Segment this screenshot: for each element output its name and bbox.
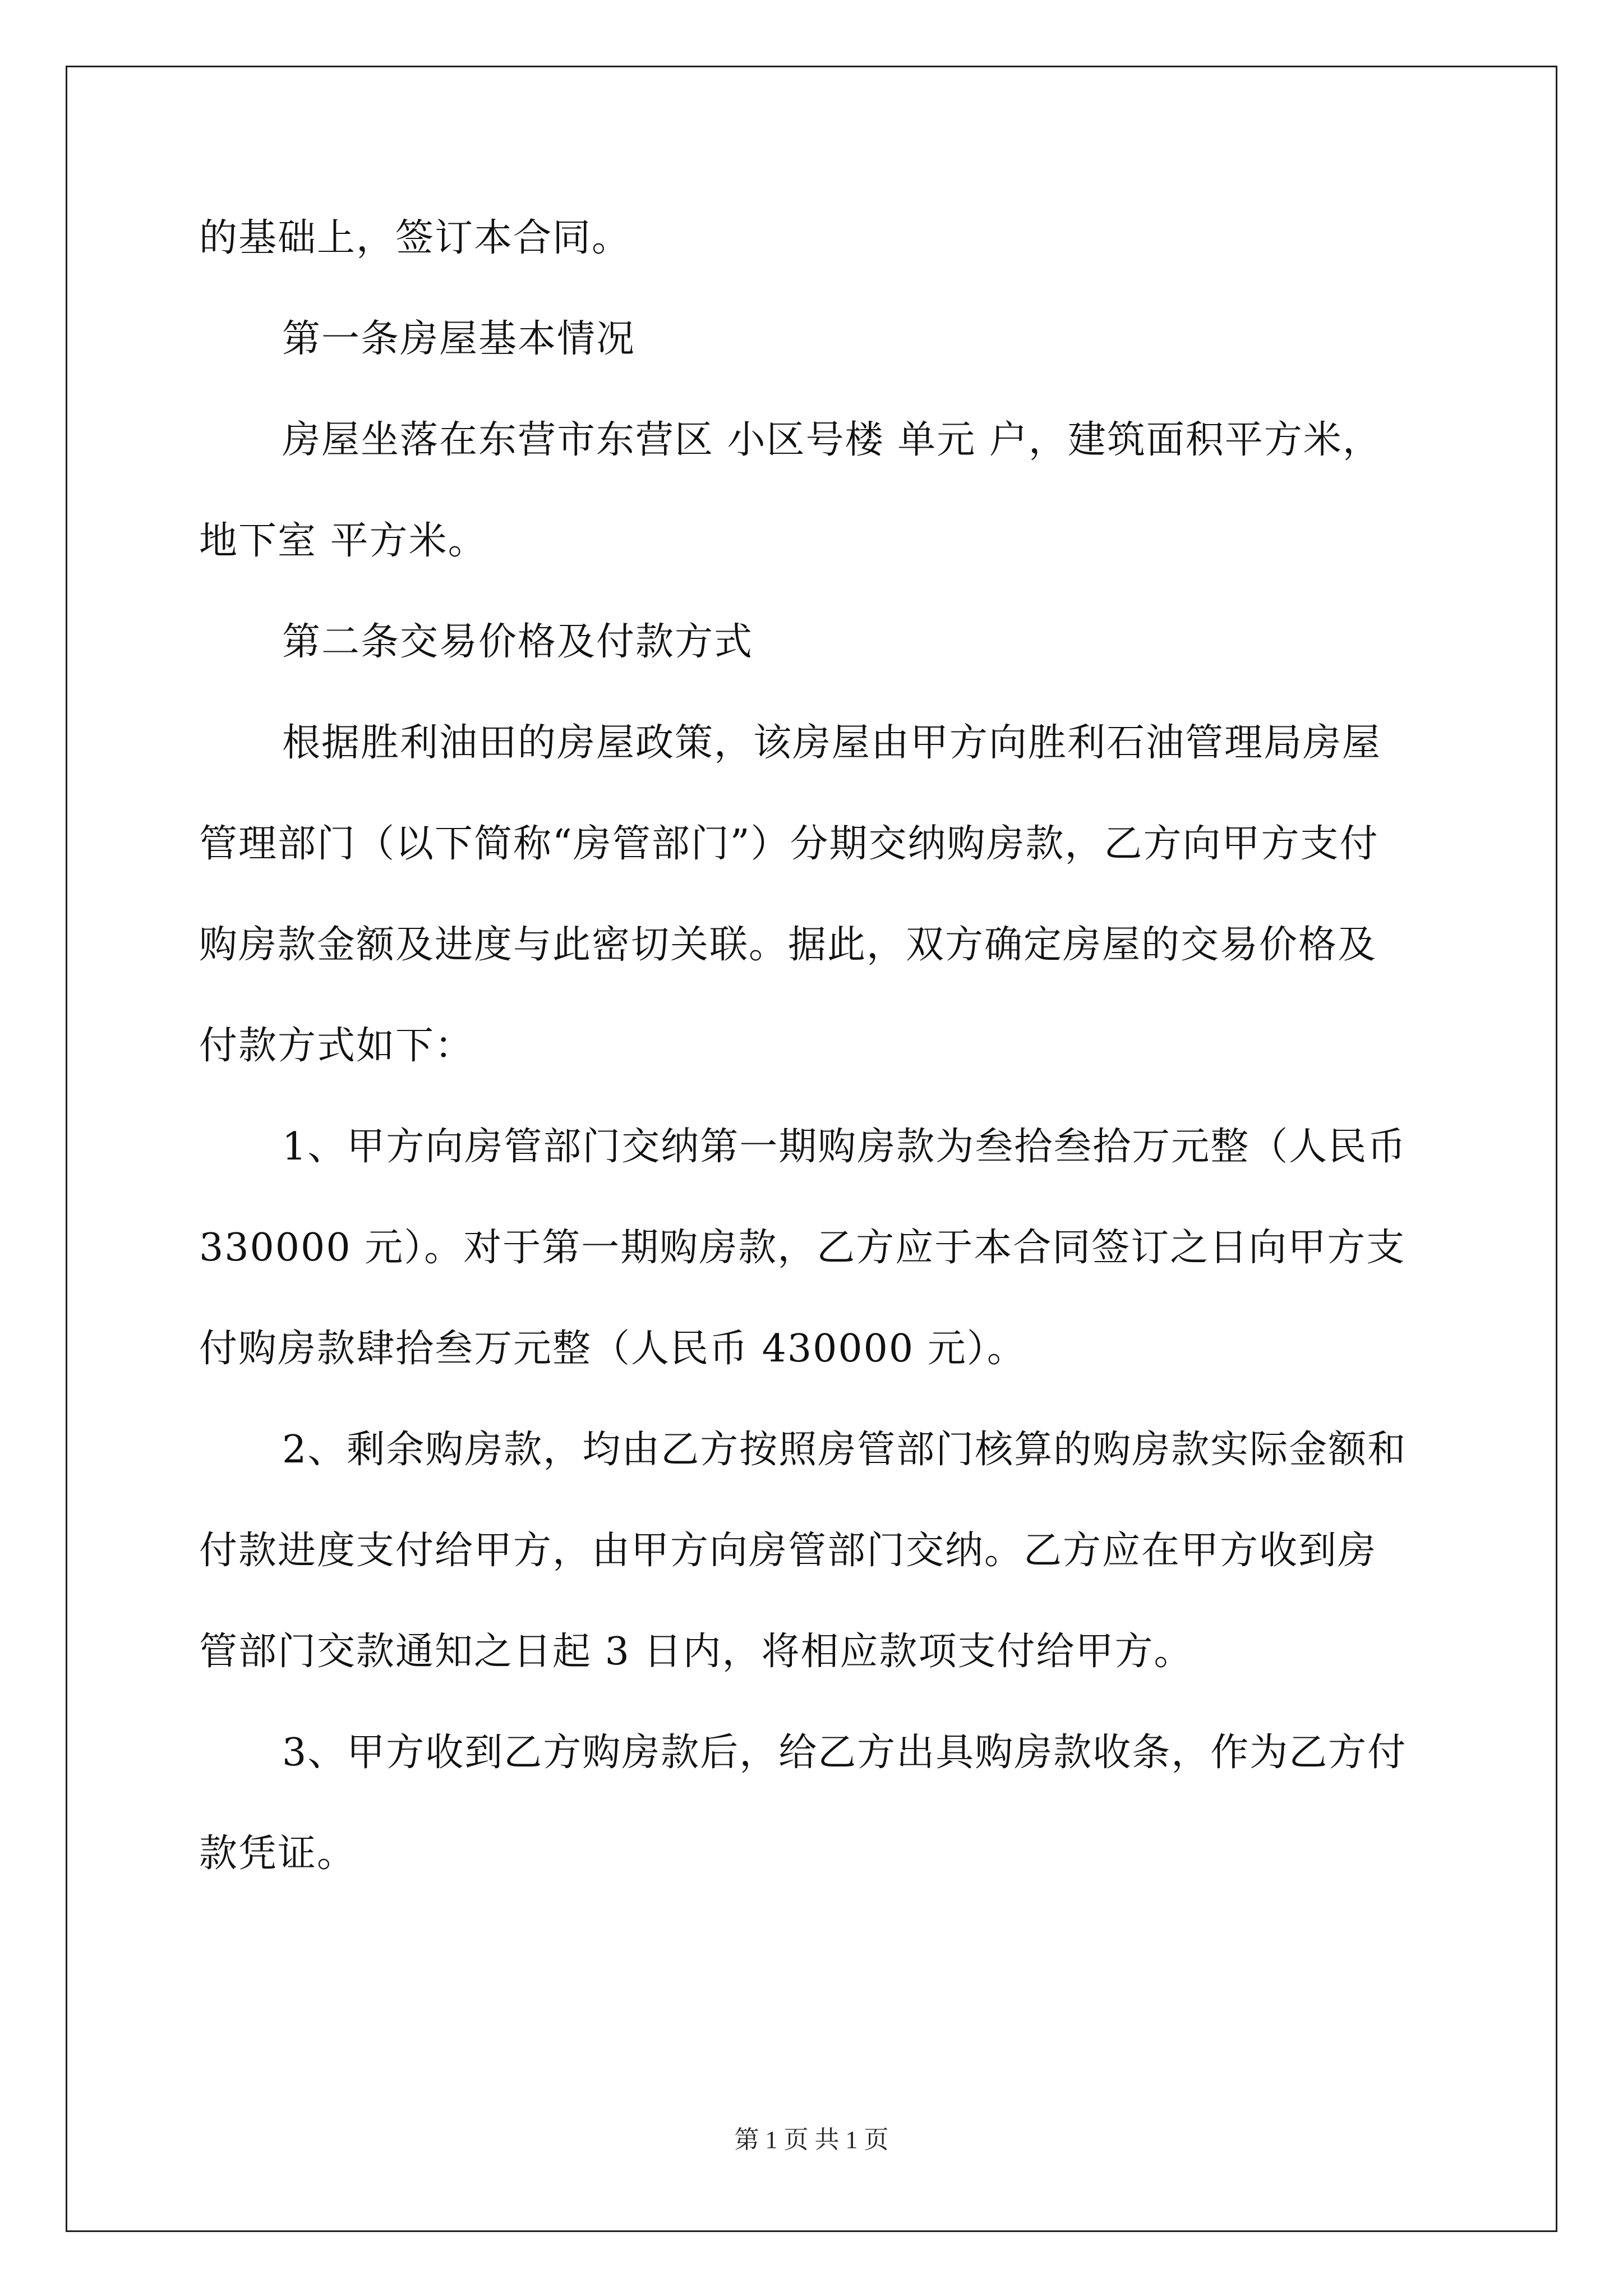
clause-2: 2、剩余购房款，均由乙方按照房管部门核算的购房款实际金额和: [282, 1428, 1407, 1472]
text-line: 管部门交款通知之日起 3 日内，将相应款项支付给甲方。: [199, 1630, 1193, 1674]
text-line: 的基础上，签订本合同。: [199, 216, 631, 260]
text-line: 购房款金额及进度与此密切关联。据此，双方确定房屋的交易价格及: [199, 923, 1377, 967]
text-line: 款凭证。: [199, 1832, 357, 1876]
text-line: 地下室 平方米。: [199, 519, 487, 563]
page-footer: 第 1 页 共 1 页: [734, 2126, 889, 2154]
text-line: 房屋坐落在东营市东营区 小区号楼 单元 户，建筑面积平方米，: [282, 418, 1382, 462]
text-line: 管理部门（以下简称“房管部门”）分期交纳购房款，乙方向甲方支付: [199, 822, 1379, 866]
text-line: 付款方式如下：: [199, 1024, 474, 1068]
text-line: 根据胜利油田的房屋政策，该房屋由甲方向胜利石油管理局房屋: [282, 721, 1382, 765]
text-line: 付购房款肆拾叁万元整（人民币 430000 元）。: [199, 1327, 1026, 1371]
section-heading-2: 第二条交易价格及付款方式: [282, 620, 754, 664]
clause-1: 1、甲方向房管部门交纳第一期购房款为叁拾叁拾万元整（人民币: [282, 1125, 1407, 1169]
text-line: 付款进度支付给甲方，由甲方向房管部门交纳。乙方应在甲方收到房: [199, 1529, 1377, 1573]
section-heading-1: 第一条房屋基本情况: [282, 317, 636, 361]
clause-3: 3、甲方收到乙方购房款后，给乙方出具购房款收条，作为乙方付: [282, 1731, 1407, 1775]
text-line: 330000 元）。对于第一期购房款，乙方应于本合同签订之日向甲方支: [199, 1226, 1406, 1270]
